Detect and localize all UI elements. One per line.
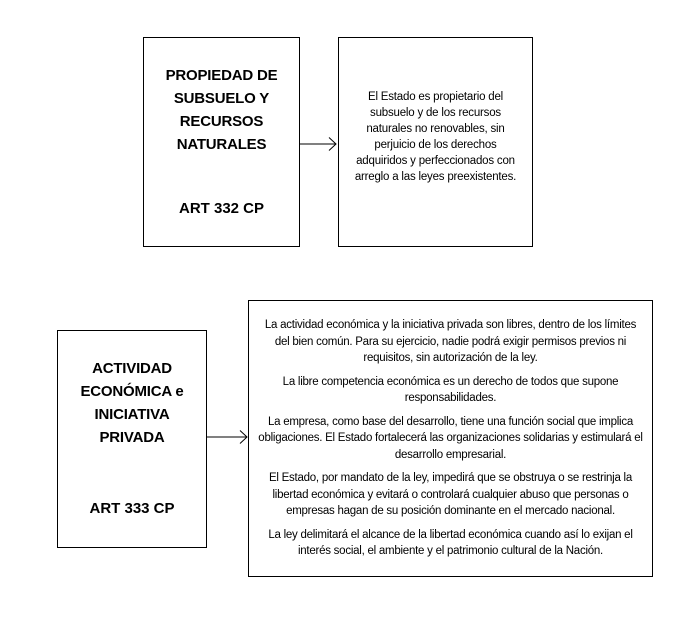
paragraph-line: libertad económica y evitará o controlará cualquier abuso que personas o xyxy=(272,488,629,501)
paragraph-line: El Estado, por mandato de la ley, impedirá que se obstruya o se restrinja la xyxy=(268,472,633,485)
paragraph-line: interés social, el ambiente y el patrimonio cultural de la Nación. xyxy=(297,545,603,558)
description-line: arreglo a las leyes preexistentes. xyxy=(354,171,517,183)
paragraph-line: responsabilidades. xyxy=(404,392,497,405)
arrow-connector-1 xyxy=(300,136,338,152)
paragraph-line: requisitos, sin autorización de la ley. xyxy=(363,352,538,365)
title-line: PRIVADA xyxy=(99,429,165,446)
description-line: El Estado es propietario del xyxy=(367,91,504,103)
paragraph-line: La empresa, como base del desarrollo, tiene una función social que implica xyxy=(267,415,634,428)
title-line: ECONÓMICA e xyxy=(80,383,184,400)
description-box-art-332 xyxy=(338,37,533,247)
paragraph-2 xyxy=(258,374,642,407)
title-line: RECURSOS xyxy=(179,113,264,130)
paragraph-line: obligaciones. El Estado fortalecerá las organizaciones solidarias y estimulará el xyxy=(258,432,643,445)
paragraph-line: empresas hagan de su posición dominante en el mercado nacional. xyxy=(286,505,615,518)
paragraph-5 xyxy=(258,527,642,560)
paragraph-line: La libre competencia económica es un derecho de todos que supone xyxy=(282,375,619,388)
paragraph-1 xyxy=(258,317,642,367)
title-line: SUBSUELO Y xyxy=(173,90,270,107)
paragraph-line: La ley delimitará el alcance de la libertad económica cuando así lo exijan el xyxy=(268,528,633,541)
title-box-art-332 xyxy=(143,37,300,247)
paragraph-line: desarrollo empresarial. xyxy=(394,448,507,461)
description-art-333 xyxy=(258,317,642,560)
title-line: NATURALES xyxy=(176,136,267,153)
arrow-connector-2 xyxy=(207,429,249,445)
title-line: ACTIVIDAD xyxy=(92,360,172,377)
article-label-333: ART 333 CP xyxy=(89,500,175,517)
paragraph-4 xyxy=(258,470,642,520)
title-art-332 xyxy=(166,64,278,156)
paragraph-line: La actividad económica y la iniciativa privada son libres, dentro de los límites xyxy=(264,319,637,332)
paragraph-3 xyxy=(258,414,642,464)
description-line: naturales no renovables, sin xyxy=(366,123,505,135)
title-art-333 xyxy=(80,357,183,449)
description-line: perjuicio de los derechos xyxy=(374,139,497,151)
description-box-art-333 xyxy=(248,300,653,577)
title-line: INICIATIVA xyxy=(94,406,170,423)
title-line: PROPIEDAD DE xyxy=(165,67,278,84)
title-box-art-333 xyxy=(57,330,207,548)
description-line: adquiridos y perfeccionados con xyxy=(356,155,515,167)
article-label-332: ART 332 CP xyxy=(178,200,265,217)
description-art-332 xyxy=(355,89,516,185)
description-line: subsuelo y de los recursos xyxy=(370,107,501,119)
paragraph-line: del bien común. Para su ejercicio, nadie podrá exigir permisos previos ni xyxy=(274,335,627,348)
